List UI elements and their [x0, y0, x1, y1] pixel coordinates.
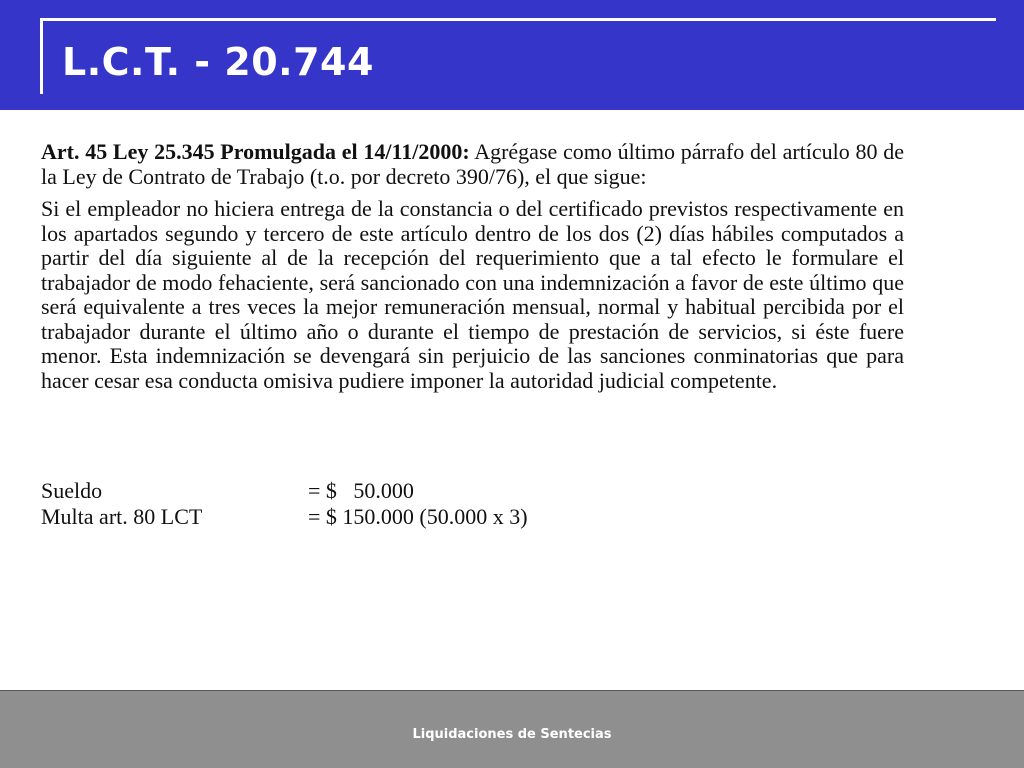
calc-value: = $ 50.000 [308, 478, 414, 503]
article-heading: Art. 45 Ley 25.345 Promulgada el 14/11/2000: [41, 139, 470, 164]
slide-title: L.C.T. - 20.744 [62, 40, 374, 84]
calc-row-sueldo [41, 478, 528, 504]
calculation-block [41, 478, 528, 530]
calc-row-multa [41, 504, 528, 530]
article-body [41, 140, 904, 401]
article-paragraph: Si el empleador no hiciera entrega de la constancia o del certificado previstos respectivamente en los apartados segundo y tercero de este artículo dentro de los dos (2) días hábiles computados a partir del día siguiente al de la recepción del requerimiento que a tal efecto le formulare el trabajador de modo fehaciente, será sancionado con una indemnización a favor de este último que será equivalente a tres veces la mejor remuneración mensual, normal y habitual percibida por el trabajador durante el último año o durante el tiempo de prestación de servicios, si éste fuere menor. Esta indemnización se devengará sin perjuicio de las sanciones conminatorias que para hacer cesar esa conducta omisiva pudiere imponer la autoridad judicial competente. [41, 196, 904, 393]
article-intro: Agrégase como último párrafo del artículo 80 de la Ley de Contrato de Trabajo (t.o. por decreto 390/76), el que sigue: [41, 139, 904, 189]
calc-value: = $ 150.000 (50.000 x 3) [308, 504, 528, 529]
article-intro-paragraph [41, 140, 904, 189]
footer-text: Liquidaciones de Sentecias [412, 727, 612, 742]
calc-label: Sueldo [41, 478, 103, 503]
calc-label: Multa art. 80 LCT [41, 504, 203, 529]
